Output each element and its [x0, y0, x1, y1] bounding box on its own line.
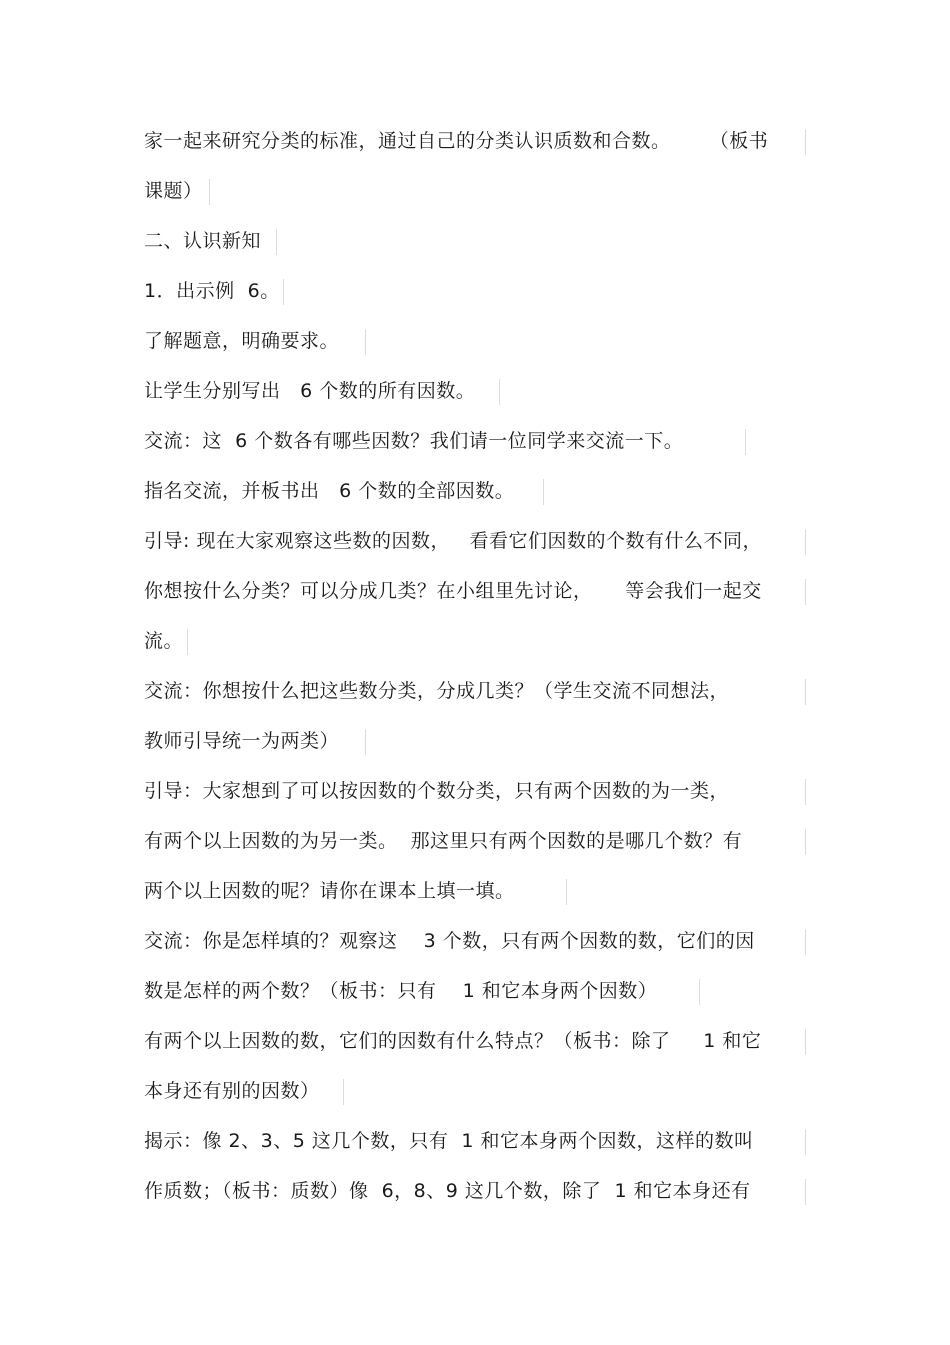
text-line: 你想按什么分类？可以分成几类？在小组里先讨论， 等会我们一起交	[144, 576, 806, 606]
text-line: 揭示：像 2、3、5 这几个数，只有 1 和它本身两个因数，这样的数叫	[144, 1126, 806, 1156]
text-line: 有两个以上因数的数，它们的因数有什么特点？（板书：除了 1 和它	[144, 1026, 806, 1056]
text-line: 数是怎样的两个数？（板书：只有 1 和它本身两个因数）	[144, 976, 700, 1006]
text-line: 引导: 现在大家观察这些数的因数， 看看它们因数的个数有什么不同，	[144, 526, 806, 556]
text-line: 指名交流，并板书出 6 个数的全部因数。	[144, 476, 544, 506]
text-line: 家一起来研究分类的标准，通过自己的分类认识质数和合数。 （板书	[144, 126, 806, 156]
text-line: 作质数；（板书：质数）像 6，8、9 这几个数，除了 1 和它本身还有	[144, 1176, 806, 1206]
text-line: 交流：你想按什么把这些数分类，分成几类？（学生交流不同想法，	[144, 676, 806, 706]
text-line: 有两个以上因数的为另一类。 那这里只有两个因数的是哪几个数？有	[144, 826, 806, 856]
text-line: 引导：大家想到了可以按因数的个数分类，只有两个因数的为一类，	[144, 776, 806, 806]
text-line: 教师引导统一为两类）	[144, 726, 366, 756]
text-line: 交流：这 6 个数各有哪些因数？我们请一位同学来交流一下。	[144, 426, 746, 456]
text-line: 了解题意，明确要求。	[144, 326, 366, 356]
text-line: 1．出示例 6。	[144, 276, 284, 306]
text-line: 交流：你是怎样填的？观察这 3 个数，只有两个因数的数，它们的因	[144, 926, 806, 956]
text-line: 让学生分别写出 6 个数的所有因数。	[144, 376, 500, 406]
text-line: 两个以上因数的呢？请你在课本上填一填。	[144, 876, 567, 906]
text-line: 流。	[144, 626, 188, 656]
text-line: 本身还有别的因数）	[144, 1076, 344, 1106]
text-line: 课题）	[144, 176, 210, 206]
text-line: 二、认识新知	[144, 226, 277, 256]
